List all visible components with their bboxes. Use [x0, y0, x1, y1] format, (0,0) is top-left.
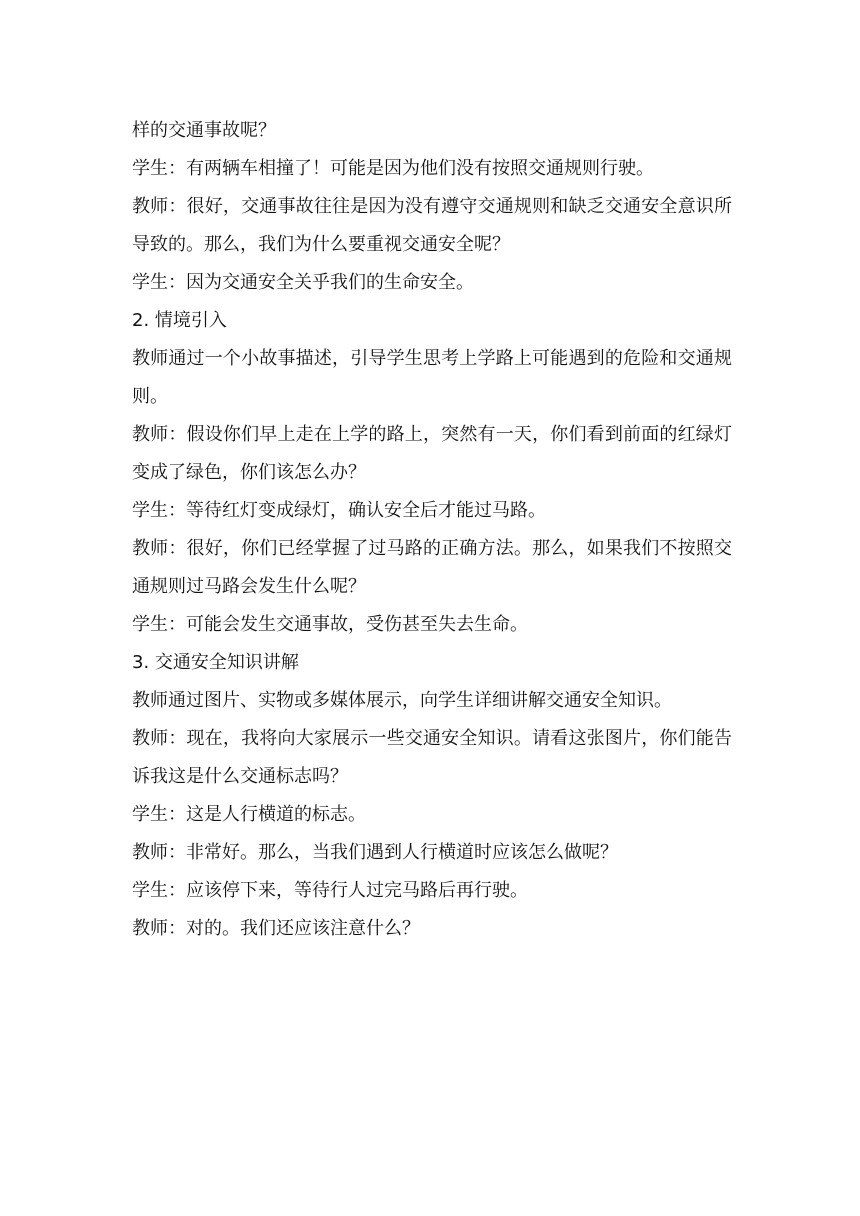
paragraph: 学生：等待红灯变成绿灯，确认安全后才能过马路。 [132, 500, 546, 521]
paragraph: 教师：假设你们早上走在上学的路上，突然有一天，你们看到前面的红绿灯变成了绿色，你们该怎么办？ [132, 424, 732, 483]
section-heading: 2. 情境引入 [132, 310, 227, 331]
paragraph: 学生：这是人行横道的标志。 [132, 804, 366, 825]
paragraph: 教师：对的。我们还应该注意什么？ [132, 918, 420, 939]
paragraph: 学生：应该停下来，等待行人过完马路后再行驶。 [132, 880, 528, 901]
document-body [132, 112, 732, 948]
paragraph: 学生：因为交通安全关乎我们的生命安全。 [132, 272, 474, 293]
paragraph: 教师：现在，我将向大家展示一些交通安全知识。请看这张图片，你们能告诉我这是什么交通标志吗？ [132, 728, 732, 787]
section-heading: 3. 交通安全知识讲解 [132, 652, 299, 673]
paragraph: 学生：可能会发生交通事故，受伤甚至失去生命。 [132, 614, 528, 635]
paragraph: 教师：很好，交通事故往往是因为没有遵守交通规则和缺乏交通安全意识所导致的。那么，我们为什么要重视交通安全呢？ [132, 196, 732, 255]
paragraph: 教师通过图片、实物或多媒体展示，向学生详细讲解交通安全知识。 [132, 690, 672, 711]
paragraph: 样的交通事故呢？ [132, 120, 276, 141]
paragraph: 教师：非常好。那么，当我们遇到人行横道时应该怎么做呢？ [132, 842, 618, 863]
paragraph: 教师：很好，你们已经掌握了过马路的正确方法。那么，如果我们不按照交通规则过马路会发生什么呢？ [132, 538, 732, 597]
paragraph: 教师通过一个小故事描述，引导学生思考上学路上可能遇到的危险和交通规则。 [132, 348, 732, 407]
paragraph: 学生：有两辆车相撞了！可能是因为他们没有按照交通规则行驶。 [132, 158, 654, 179]
